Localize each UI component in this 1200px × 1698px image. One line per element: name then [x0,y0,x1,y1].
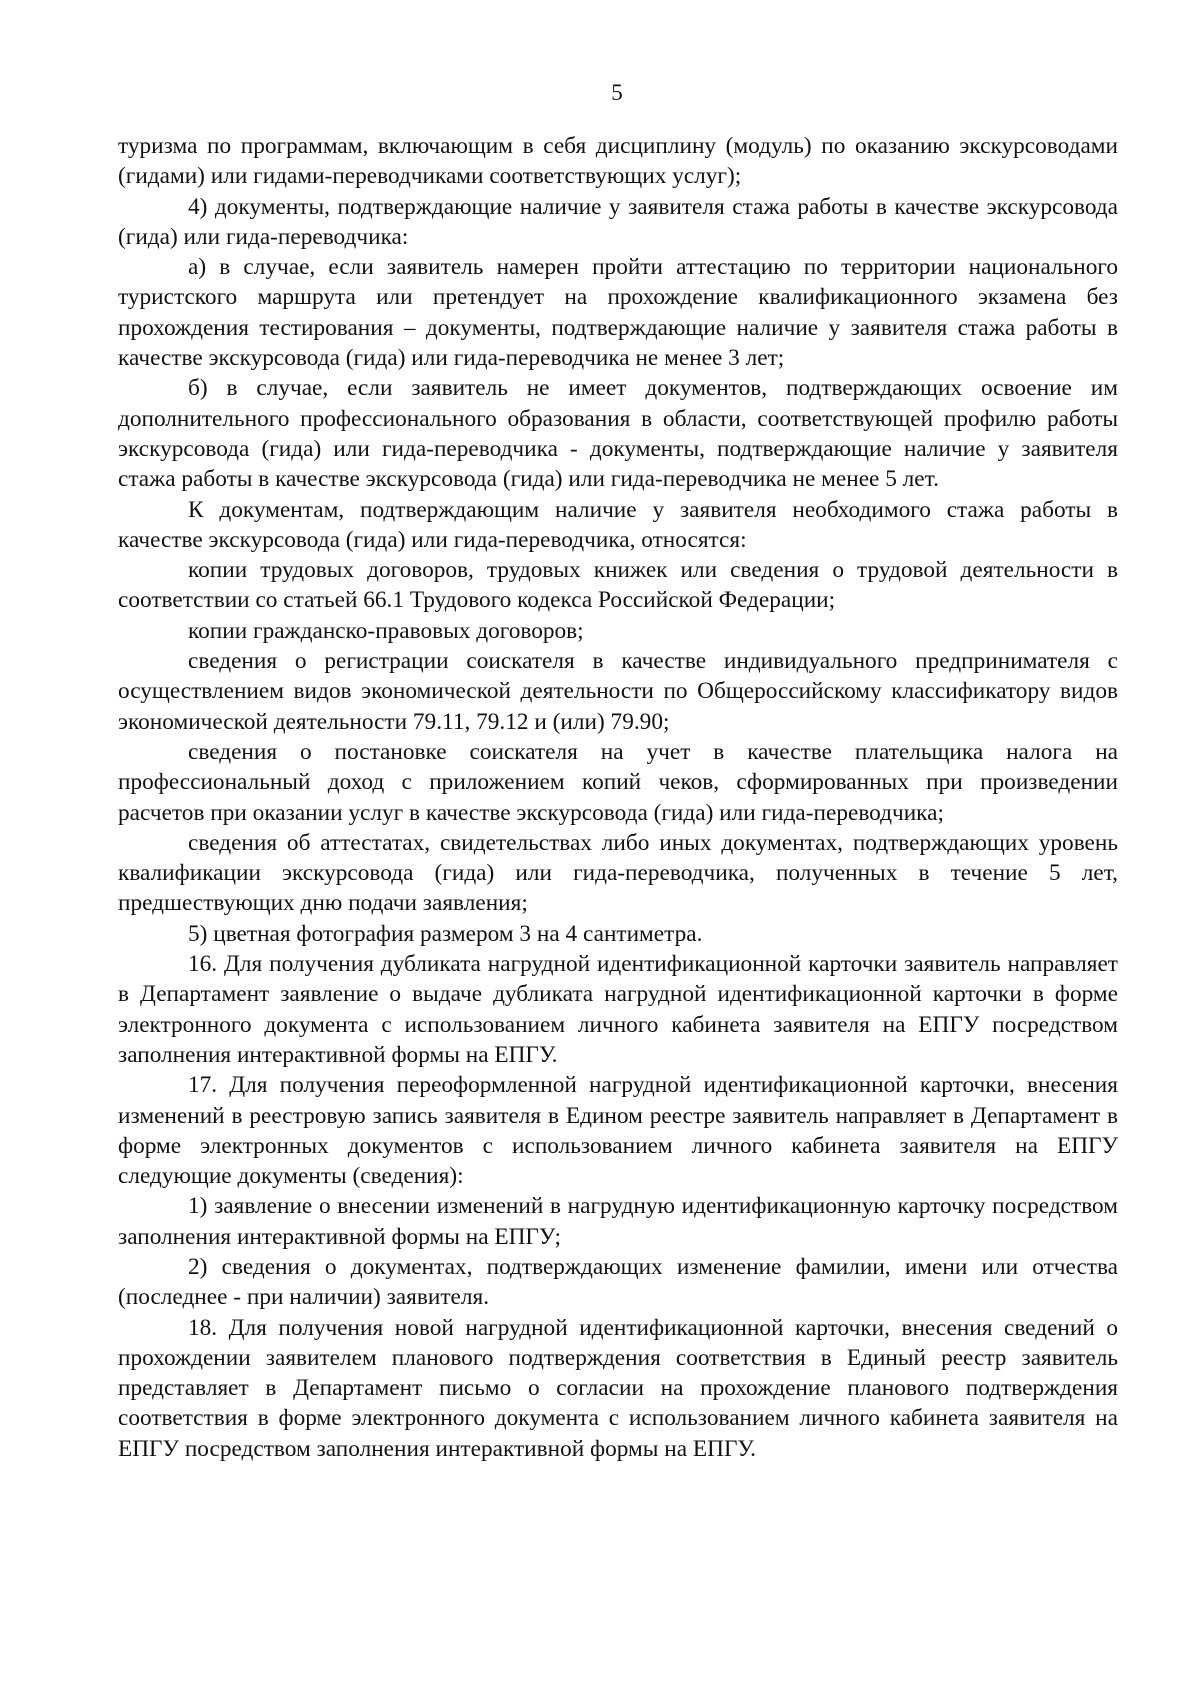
paragraph: сведения об аттестатах, свидетельствах либо иных документах, подтверждающих уровень квалификации экскурсовода (гида) или гида-переводчика, полученных в течение 5 лет, предшествующих дню подачи заявления; [118,829,1118,917]
paragraph: 5) цветная фотография размером 3 на 4 сантиметра. [188,920,703,947]
paragraph: 17. Для получения переоформленной нагрудной идентификационной карточки, внесения изменений в реестровую запись заявителя в Едином реестре заявитель направляет в Департамент в форме электронных документов с использованием личного кабинета заявителя на ЕПГУ следующие документы (сведения): [118,1072,1118,1190]
paragraph: туризма по программам, включающим в себя дисциплину (модуль) по оказанию экскурсоводами (гидами) или гидами-переводчиками соответствующих услуг); [118,133,1118,190]
page-number: 5 [611,80,623,105]
paragraph: копии трудовых договоров, трудовых книжек или сведения о трудовой деятельности в соответствии со статьей 66.1 Трудового кодекса Российской Федерации; [118,557,1118,614]
paragraph: К документам, подтверждающим наличие у заявителя необходимого стажа работы в качестве экскурсовода (гида) или гида-переводчика, относятся: [118,496,1118,553]
paragraph: копии гражданско-правовых договоров; [188,617,584,644]
paragraph: б) в случае, если заявитель не имеет документов, подтверждающих освоение им дополнительного профессионального образования в области, соответствующей профилю работы экскурсовода (гида) или гида-переводчика - документы, подтверждающие наличие у заявителя стажа работы в качестве экскурсовода (гида) или гида-переводчика не менее 5 лет. [118,375,1118,493]
paragraph: сведения о регистрации соискателя в качестве индивидуального предпринимателя с осуществлением видов экономической деятельности по Общероссийскому классификатору видов экономической деятельности 79.11, 79.12 и (или) 79.90; [118,648,1118,735]
paragraph: 18. Для получения новой нагрудной идентификационной карточки, внесения сведений о прохождении заявителем планового подтверждения соответствия в Единый реестр заявитель представляет в Департамент письмо о согласии на прохождение планового подтверждения соответствия в форме электронного документа с использованием личного кабинета заявителя на ЕПГУ посредством заполнения интерактивной формы на ЕПГУ. [118,1314,1118,1462]
paragraph: 16. Для получения дубликата нагрудной идентификационной карточки заявитель направляет в Департамент заявление о выдаче дубликата нагрудной идентификационной карточки в форме электронного документа с использованием личного кабинета заявителя на ЕПГУ посредством заполнения интерактивной формы на ЕПГУ. [118,951,1118,1068]
paragraph: а) в случае, если заявитель намерен пройти аттестацию по территории национального туристского маршрута или претендует на прохождение квалификационного экзамена без прохождения тестирования – документы, подтверждающие наличие у заявителя стажа работы в качестве экскурсовода (гида) или гида-переводчика не менее 3 лет; [118,254,1118,372]
paragraph: сведения о постановке соискателя на учет в качестве плательщика налога на профессиональный доход с приложением копий чеков, сформированных при произведении расчетов при оказании услуг в качестве экскурсовода (гида) или гида-переводчика; [118,738,1118,826]
paragraph: 1) заявление о внесении изменений в нагрудную идентификационную карточку посредством заполнения интерактивной формы на ЕПГУ; [118,1193,1118,1250]
document-body [118,131,1118,1464]
paragraph: 4) документы, подтверждающие наличие у заявителя стажа работы в качестве экскурсовода (гида) или гида-переводчика: [118,193,1118,250]
paragraph: 2) сведения о документах, подтверждающих изменение фамилии, имени или отчества (последнее - при наличии) заявителя. [118,1253,1118,1311]
